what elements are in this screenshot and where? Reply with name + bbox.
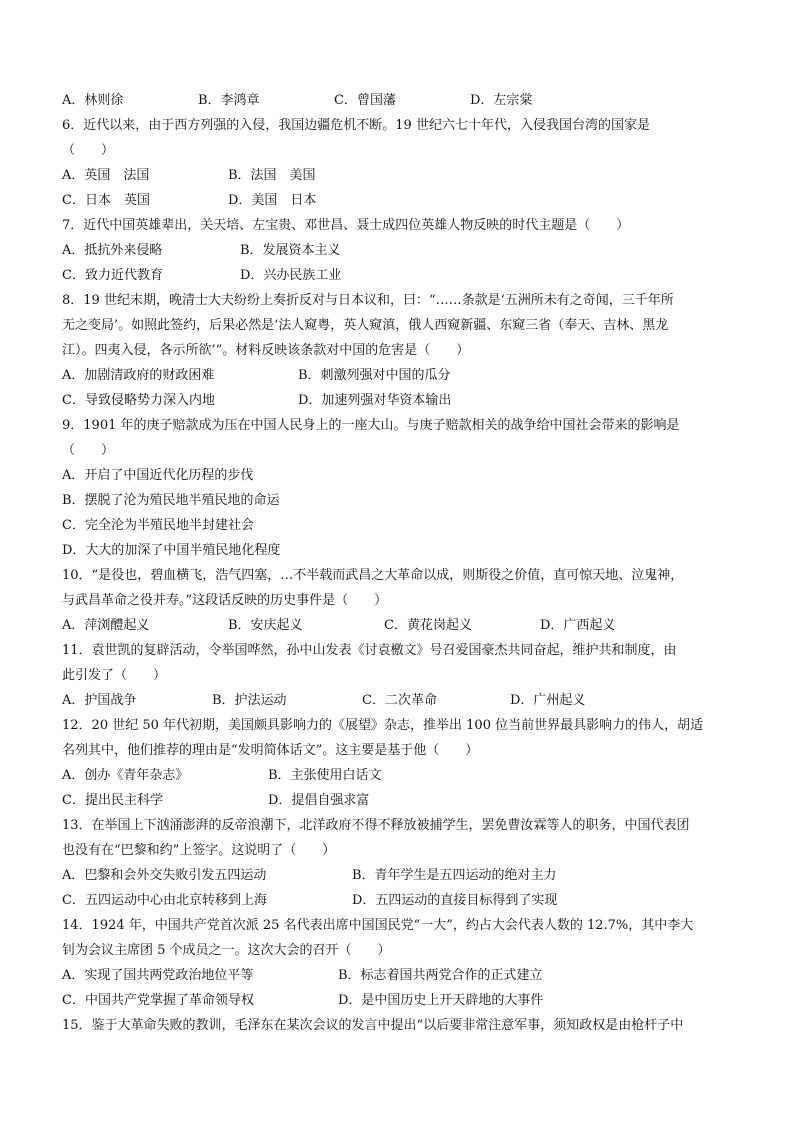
q6-stem-line-2: （ ） (62, 143, 115, 158)
q15-stem-line-1: 15．鉴于大革命失败的教训，毛泽东在某次会议的发言中提出“以后要非常注意军事，须知政权是由枪杆子中 (62, 1018, 684, 1033)
q14-stem-line-2: 钊为会议主席团 5 个成员之一。这次大会的召开（ ） (62, 943, 391, 958)
q12-option-a: A．创办《青年杂志》 (62, 768, 189, 783)
q10-option-a: A．萍浏醴起义 (62, 618, 150, 633)
q14-stem-line-1: 14．1924 年，中国共产党首次派 25 名代表出席中国国民党“一大”，约占大会代表人数的 12.7%，其中李大 (62, 918, 694, 933)
q13-stem-line-1: 13．在举国上下汹涌澎湃的反帝浪潮下，北洋政府不得不释放被捕学生，罢免曹汝霖等人的职务，中国代表团 (62, 818, 690, 833)
q6-option-a: A．英国 法国 (62, 168, 150, 183)
q9-stem-line-1: 9．1901 年的庚子赔款成为压在中国人民身上的一座大山。与庚子赔款相关的战争给中国社会带来的影响是 (62, 418, 680, 433)
q13-options-row-2 (62, 888, 734, 913)
q6-options-row-1 (62, 163, 734, 188)
q12-options-row-2 (62, 788, 734, 813)
q8-stem-line-2: 无之变局’。如照此签约，后果必然是‘法人窥粤，英人窥滇，俄人西窥新疆、东窥三省（奉天、吉林、黑龙 (62, 318, 669, 333)
q12-stem-line-2: 名列其中，他们推荐的理由是“发明简体话文”。这主要是基于他（ ） (62, 743, 479, 758)
q8-option-b: B．刺激列强对中国的瓜分 (298, 368, 451, 383)
q9-option-b: B．摆脱了沦为殖民地半殖民地的命运 (62, 493, 280, 508)
q6-option-d: D．美国 日本 (228, 193, 317, 208)
q9-stem-line-2: （ ） (62, 443, 115, 458)
q6-stem-line-1: 6．近代以来，由于西方列强的入侵，我国边疆危机不断。19 世纪六七十年代，入侵我国台湾的国家是 (62, 118, 650, 133)
q5-option-a: A．林则徐 (62, 93, 124, 108)
q11-option-d: D．广州起义 (510, 693, 586, 708)
q13-option-c: C．五四运动中心由北京转移到上海 (62, 893, 267, 908)
q13-option-b: B．青年学生是五四运动的绝对主力 (352, 868, 557, 883)
q7-option-c: C．致力近代教育 (62, 268, 163, 283)
q12-option-d: D．提倡自强求富 (268, 793, 370, 808)
q10-option-d: D．广西起义 (540, 618, 616, 633)
q14-option-b: B．标志着国共两党合作的正式建立 (338, 968, 543, 983)
q8-option-d: D．加速列强对华资本输出 (298, 393, 452, 408)
q5-option-d: D．左宗棠 (470, 93, 533, 108)
q9-option-a: A．开启了中国近代化历程的步伐 (62, 468, 254, 483)
exam-page (62, 88, 734, 1038)
q10-stem-line-2: 与武昌革命之役并寿。”这段话反映的历史事件是（ ） (62, 593, 388, 608)
q12-option-b: B．主张使用白话文 (268, 768, 382, 783)
q7-option-a: A．抵抗外来侵略 (62, 243, 163, 258)
q13-option-d: D．五四运动的直接目标得到了实现 (352, 893, 558, 908)
q8-stem-line-1: 8．19 世纪末期，晚清士大夫纷纷上奏折反对与日本议和，曰：“……条款是‘五洲所未有之奇闻，三千年所 (62, 293, 674, 308)
q9-option-d: D．大大的加深了中国半殖民地化程度 (62, 543, 281, 558)
q10-options (62, 613, 734, 638)
q14-options-row-2 (62, 988, 734, 1013)
q9-option-c: C．完全沦为半殖民地半封建社会 (62, 518, 254, 533)
q7-options-row-1 (62, 238, 734, 263)
q14-option-c: C．中国共产党掌握了革命领导权 (62, 993, 254, 1008)
q12-options-row-1 (62, 763, 734, 788)
q12-stem-line-1: 12．20 世纪 50 年代初期，美国颇具影响力的《展望》杂志，推举出 100 位当前世界最具影响力的伟人，胡适 (62, 718, 704, 733)
q8-stem-line-3: 江）。四夷入侵，各示所欲’”。材料反映该条款对中国的危害是（ ） (62, 343, 470, 358)
q5-options (62, 88, 734, 113)
q11-option-a: A．护国战争 (62, 693, 137, 708)
q13-option-a: A．巴黎和会外交失败引发五四运动 (62, 868, 267, 883)
q10-stem-line-1: 10．“是役也，碧血横飞，浩气四塞，…不半载而武昌之大革命以成，则斯役之价值，直可惊天地、泣鬼神， (62, 568, 684, 583)
q5-option-c: C．曾国藩 (334, 93, 396, 108)
q10-option-b: B．安庆起义 (228, 618, 303, 633)
q6-options-row-2 (62, 188, 734, 213)
q6-option-b: B．法国 美国 (228, 168, 316, 183)
q14-option-a: A．实现了国共两党政治地位平等 (62, 968, 254, 983)
q7-stem-line-1: 7．近代中国英雄辈出，关天培、左宝贵、邓世昌、聂士成四位英雄人物反映的时代主题是（ ） (62, 218, 630, 233)
q11-stem-line-2: 此引发了（ ） (62, 668, 167, 683)
q7-option-d: D．兴办民族工业 (240, 268, 342, 283)
q7-options-row-2 (62, 263, 734, 288)
q8-options-row-1 (62, 363, 734, 388)
q10-option-c: C．黄花岗起义 (384, 618, 472, 633)
q11-option-c: C．二次革命 (362, 693, 437, 708)
q8-option-c: C．导致侵略势力深入内地 (62, 393, 215, 408)
q11-options (62, 688, 734, 713)
q8-option-a: A．加剧清政府的财政困难 (62, 368, 215, 383)
q14-option-d: D．是中国历史上开天辟地的大事件 (338, 993, 544, 1008)
q12-option-c: C．提出民主科学 (62, 793, 163, 808)
q11-option-b: B．护法运动 (212, 693, 287, 708)
q14-options-row-1 (62, 963, 734, 988)
q13-stem-line-2: 也没有在“巴黎和约”上签字。这说明了（ ） (62, 843, 336, 858)
q5-option-b: B．李鸿章 (198, 93, 260, 108)
q11-stem-line-1: 11．袁世凯的复辟活动，令举国哗然，孙中山发表《讨袁檄文》号召爱国豪杰共同奋起，维护共和制度，由 (62, 643, 677, 658)
q8-options-row-2 (62, 388, 734, 413)
q13-options-row-1 (62, 863, 734, 888)
q7-option-b: B．发展资本主义 (240, 243, 341, 258)
q6-option-c: C．日本 英国 (62, 193, 150, 208)
